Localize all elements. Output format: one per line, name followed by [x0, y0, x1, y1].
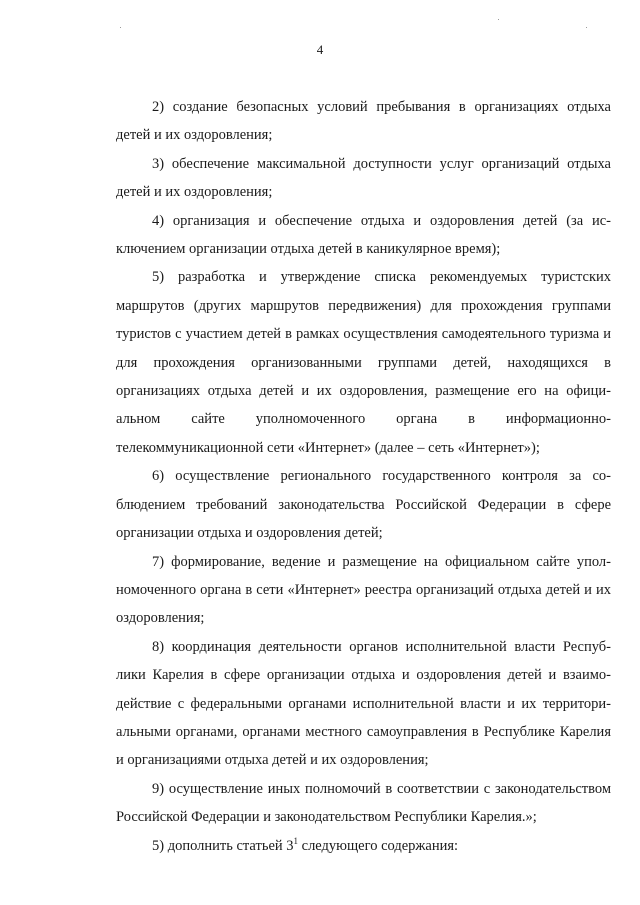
article-superscript: 1: [293, 835, 299, 846]
list-item-6: 6) осуществление регионального государственного контроля за соблюдением требований законодательства Российской Федерации в сфере организации отдыха и оздоровления детей;: [116, 468, 611, 542]
page-number: 4: [316, 42, 324, 57]
scan-speck: [498, 19, 499, 20]
list-item-7: 7) формирование, ведение и размещение на официальном сайте уполномоченного органа в сети «Интернет» реестра организаций отдыха детей и их оздоровления;: [116, 553, 611, 627]
list-item-4: 4) организация и обеспечение отдыха и оздоровления детей (за исключением организации отдыха детей в каникулярное время);: [116, 212, 611, 258]
scan-speck: [120, 27, 121, 28]
list-item-3: 3) обеспечение максимальной доступности услуг организаций отдыха детей и их оздоровления;: [116, 155, 611, 201]
amendment-text-start: 5) дополнить статьей 3: [152, 837, 294, 854]
amendment-paragraph: [116, 832, 611, 860]
amendment-text-end: следующего содержания:: [298, 837, 459, 854]
list-item-2: 2) создание безопасных условий пребывания в организациях отдыха детей и их оздоровления;: [116, 99, 611, 144]
document-body: [116, 93, 611, 860]
list-item-8: 8) координация деятельности органов исполнительной власти Республики Карелия в сфере организации отдыха и оздоровления детей и взаимодействие с федеральными органами исполнительной власти и их территориальными органами, органами местного самоуправления в Республике Карелия и организациями отдыха детей и их оздоровления;: [116, 638, 611, 769]
scan-speck: [586, 27, 587, 28]
list-item-9: 9) осуществление иных полномочий в соответствии с законодательством Российской Федерации и законодательством Республики Карелия.»;: [116, 780, 611, 826]
list-item-5: 5) разработка и утверждение списка рекомендуемых туристских маршрутов (других маршрутов передвижения) для прохождения группами туристов с участием детей в рамках осуществления самодеятельного туризма и для прохождения организованными группами детей, находящихся в организациях отдыха детей и их оздоровления, размещение его на официальном сайте уполномоченного органа в информационно-телекоммуникационной сети «Интернет» (далее – сеть «Интернет»);: [116, 269, 611, 456]
